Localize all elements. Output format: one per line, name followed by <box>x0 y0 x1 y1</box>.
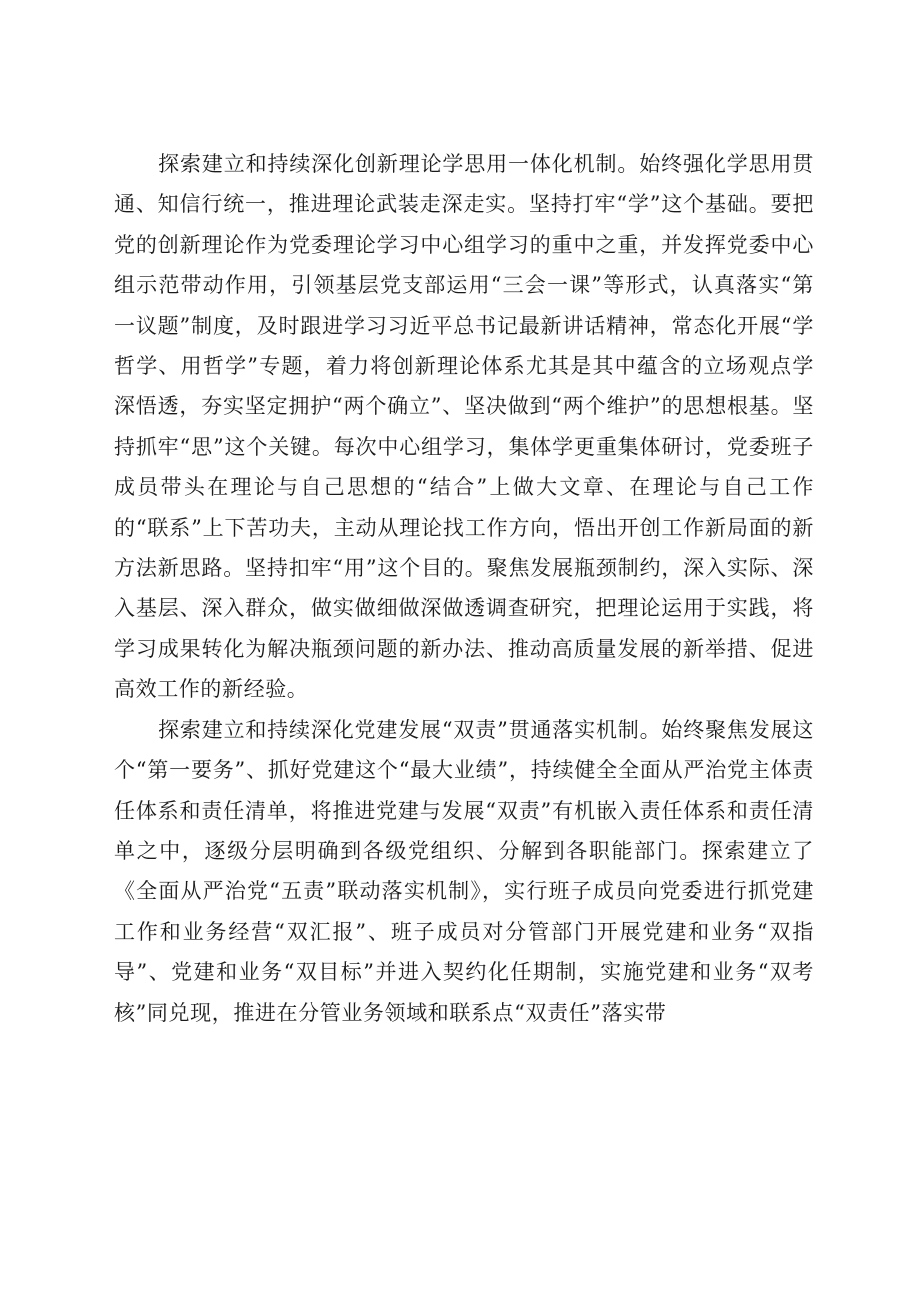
document-body <box>114 144 814 1033</box>
paragraph-learning-mechanism: 探索建立和持续深化创新理论学思用一体化机制。始终强化学思用贯通、知信行统一，推进理论武装走深走实。坚持打牢“学”这个基础。要把党的创新理论作为党委理论学习中心组学习的重中之重，并发挥党委中心组示范带动作用，引领基层党支部运用“三会一课”等形式，认真落实“第一议题”制度，及时跟进学习习近平总书记最新讲话精神，常态化开展“学哲学、用哲学”专题，着力将创新理论体系尤其是其中蕴含的立场观点学深悟透，夯实坚定拥护“两个确立”、坚决做到“两个维护”的思想根基。坚持抓牢“思”这个关键。每次中心组学习，集体学更重集体研讨，党委班子成员带头在理论与自己思想的“结合”上做大文章、在理论与自己工作的“联系”上下苦功夫，主动从理论找工作方向，悟出开创工作新局面的新方法新思路。坚持扣牢“用”这个目的。聚焦发展瓶颈制约，深入实际、深入基层、深入群众，做实做细做深做透调查研究，把理论运用于实践，将学习成果转化为解决瓶颈问题的新办法、推动高质量发展的新举措、促进高效工作的新经验。 <box>114 152 814 702</box>
paragraph-dual-responsibility-mechanism: 探索建立和持续深化党建发展“双责”贯通落实机制。始终聚焦发展这个“第一要务”、抓好党建这个“最大业绩”，持续健全全面从严治党主体责任体系和责任清单，将推进党建与发展“双责”有机嵌入责任体系和责任清单之中，逐级分层明确到各级党组织、分解到各职能部门。探索建立了《全面从严治党“五责”联动落实机制》，实行班子成员向党委进行抓党建工作和业务经营“双汇报”、班子成员对分管部门开展党建和业务“双指导”、党建和业务“双目标”并进入契约化任期制，实施党建和业务“双考核”同兑现，推进在分管业务领域和联系点“双责任”落实带 <box>114 717 814 1025</box>
